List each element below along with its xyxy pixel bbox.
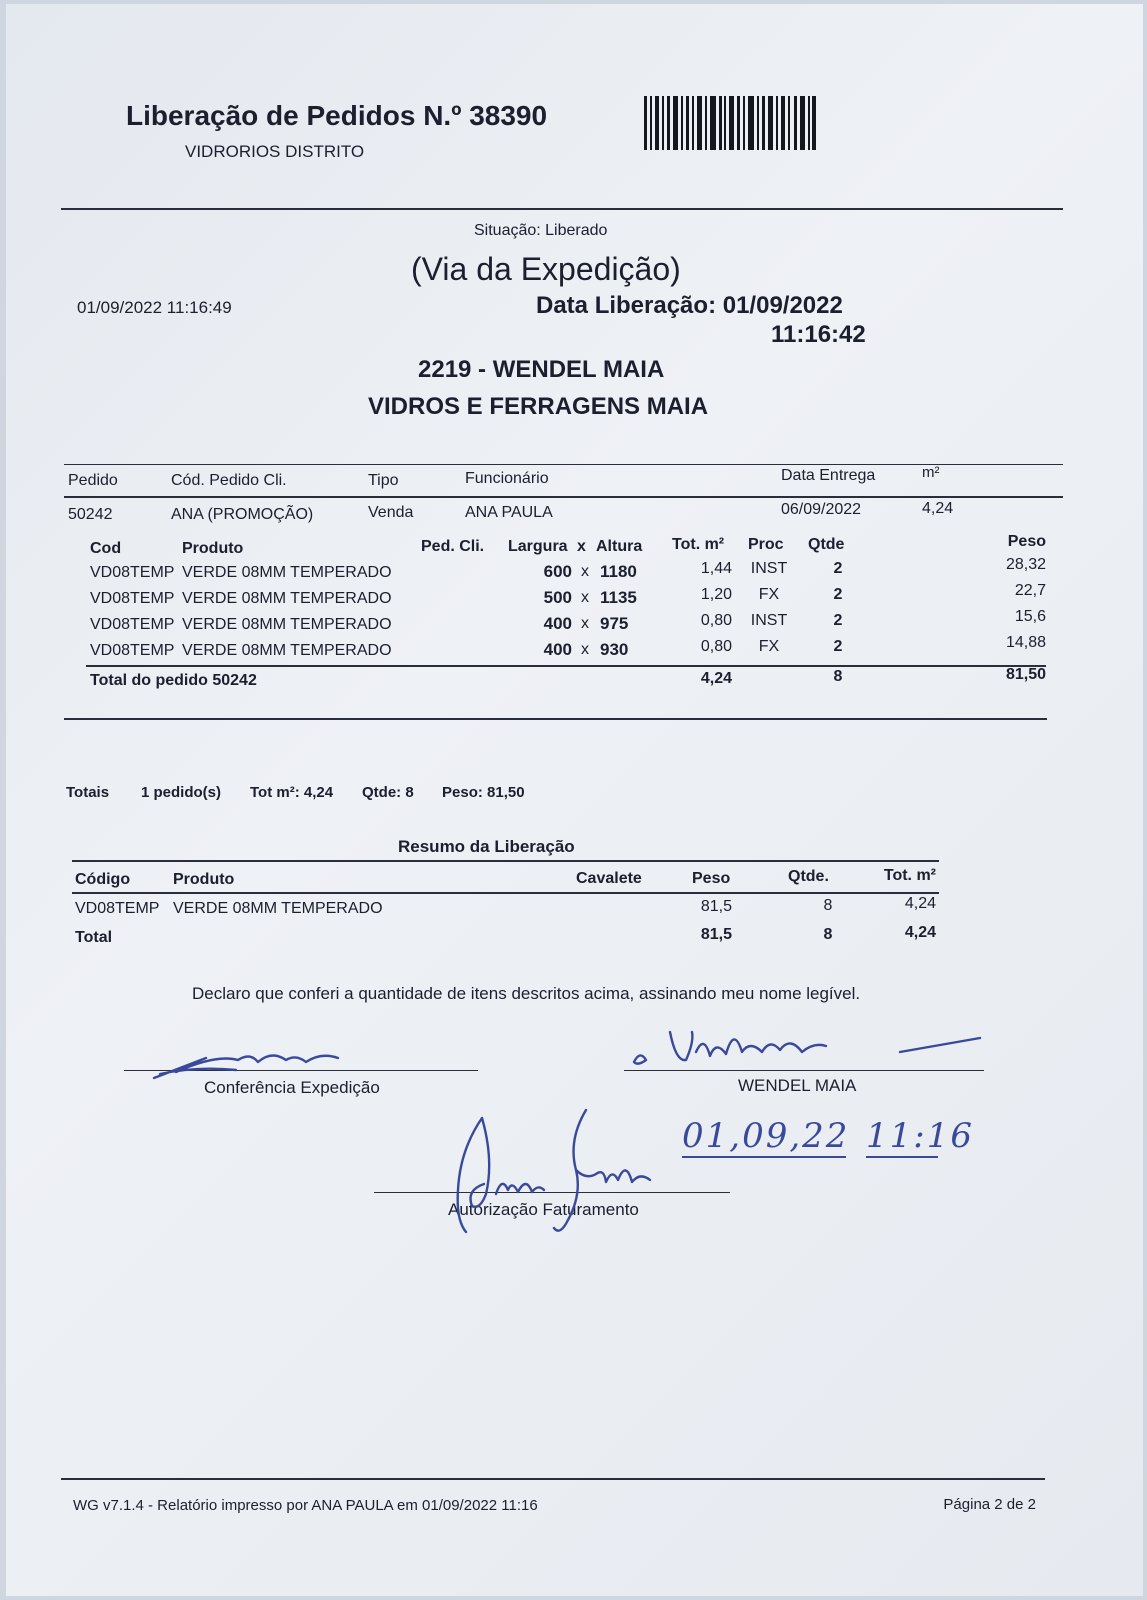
order-funcionario: ANA PAULA (465, 504, 553, 521)
order-total-label: Total do pedido 50242 (90, 672, 257, 689)
items-col-ped-cli: Ped. Cli. (421, 538, 485, 555)
col-cod-pedido-cli: Cód. Pedido Cli. (171, 472, 287, 489)
item-row-3-qtde: 2 (833, 612, 843, 629)
order-total-qtde: 8 (833, 668, 843, 685)
summary-col-produto: Produto (173, 871, 235, 888)
item-row-1-tot-m2: 1,44 (700, 560, 732, 577)
order-m2: 4,24 (922, 500, 954, 517)
order-pedido: 50242 (68, 506, 113, 523)
item-row-4-largura: 400 (543, 640, 572, 659)
order-data-entrega: 06/09/2022 (781, 501, 862, 518)
item-row-1-altura: 1180 (600, 562, 637, 581)
totals-qtde: Qtde: 8 (362, 784, 414, 801)
item-row-3-altura: 975 (600, 614, 629, 633)
barcode (644, 96, 816, 150)
document-page (6, 4, 1143, 1596)
summary-total-m2: 4,24 (904, 924, 936, 941)
item-row-3-tot-m2: 0,80 (700, 612, 732, 629)
items-col-x: x (577, 538, 586, 555)
item-row-3-cod: VD08TEMP (90, 616, 175, 633)
signature-autorizacao (436, 1110, 666, 1240)
declaration-text: Declaro que conferi a quantidade de itens descritos acima, assinando meu nome legível. (192, 984, 861, 1003)
item-row-2-x: x (581, 589, 589, 606)
item-row-2-cod: VD08TEMP (90, 590, 175, 607)
signature-label-conferencia: Conferência Expedição (204, 1078, 380, 1097)
items-total-line (86, 665, 1046, 667)
order-header-line (64, 496, 1063, 498)
item-row-1-produto: VERDE 08MM TEMPERADO (182, 564, 392, 581)
summary-row-tot-m2: 4,24 (904, 895, 936, 912)
item-row-3-peso: 15,6 (1014, 608, 1046, 625)
release-date: Data Liberação: 01/09/2022 (536, 292, 843, 319)
signature-cliente (630, 1022, 990, 1082)
item-row-4-altura: 930 (600, 640, 629, 659)
items-col-qtde: Qtde (808, 536, 845, 553)
item-row-4-qtde: 2 (833, 638, 843, 655)
summary-col-tot-m2: Tot. m² (883, 867, 936, 884)
order-total-m2: 4,24 (700, 670, 732, 687)
col-m2: m² (922, 464, 940, 481)
totals-label: Totais (66, 784, 110, 801)
summary-top-line (72, 860, 939, 862)
item-row-4-cod: VD08TEMP (90, 642, 175, 659)
order-tipo: Venda (368, 504, 414, 521)
summary-row-produto: VERDE 08MM TEMPERADO (173, 900, 383, 917)
handwritten-date-underline (682, 1156, 846, 1158)
summary-row-qtde: 8 (823, 897, 833, 914)
handwritten-date: 01,09,22 (682, 1116, 850, 1156)
item-row-1-peso: 28,32 (1005, 556, 1046, 573)
summary-total-peso: 81,5 (700, 926, 732, 943)
handwritten-time: 11:16 (866, 1116, 974, 1156)
item-row-4-proc: FX (758, 638, 780, 655)
summary-col-cavalete: Cavalete (576, 870, 642, 887)
release-time: 11:16:42 (771, 321, 866, 348)
col-funcionario: Funcionário (465, 470, 549, 487)
item-row-4-peso: 14,88 (1005, 634, 1046, 651)
item-row-1-proc: INST (750, 560, 788, 577)
item-row-1-largura: 600 (543, 562, 572, 581)
client-name: 2219 - WENDEL MAIA (418, 356, 665, 383)
summary-total-label: Total (75, 929, 113, 946)
item-row-2-altura: 1135 (600, 588, 637, 607)
totals-peso: Peso: 81,50 (442, 784, 525, 801)
summary-row-peso: 81,5 (700, 898, 732, 915)
item-row-2-largura: 500 (543, 588, 572, 607)
item-row-3-produto: VERDE 08MM TEMPERADO (182, 616, 392, 633)
item-row-3-largura: 400 (543, 614, 572, 633)
item-row-3-x: x (581, 615, 589, 632)
footer-print-info: WG v7.1.4 - Relatório impresso por ANA PAULA em 01/09/2022 11:16 (73, 1497, 538, 1514)
footer-page-number: Página 2 de 2 (943, 1496, 1036, 1513)
order-bottom-line (64, 718, 1047, 720)
status-label: Situação: Liberado (474, 222, 608, 239)
item-row-2-qtde: 2 (833, 586, 843, 603)
item-row-2-proc: FX (758, 586, 780, 603)
signature-label-cliente: WENDEL MAIA (738, 1076, 857, 1095)
summary-header-line (72, 892, 939, 894)
via-label: (Via da Expedição) (411, 251, 681, 287)
items-col-peso: Peso (1007, 533, 1046, 550)
footer-divider (61, 1478, 1045, 1480)
summary-col-peso: Peso (692, 870, 731, 887)
order-top-line (64, 464, 1063, 465)
summary-col-qtde: Qtde. (788, 868, 829, 885)
item-row-2-produto: VERDE 08MM TEMPERADO (182, 590, 392, 607)
printed-datetime: 01/09/2022 11:16:49 (77, 298, 232, 317)
summary-total-qtde: 8 (823, 926, 833, 943)
items-col-largura: Largura (508, 538, 568, 555)
client-company: VIDROS E FERRAGENS MAIA (368, 393, 709, 420)
item-row-3-proc: INST (750, 612, 788, 629)
order-cod-pedido-cli: ANA (PROMOÇÃO) (171, 506, 314, 523)
col-tipo: Tipo (368, 472, 399, 489)
totals-m2: Tot m²: 4,24 (250, 784, 334, 801)
summary-row-codigo: VD08TEMP (75, 900, 160, 917)
company-name: VIDRORIOS DISTRITO (185, 142, 365, 161)
items-col-proc: Proc (748, 536, 784, 553)
item-row-4-produto: VERDE 08MM TEMPERADO (182, 642, 392, 659)
items-col-cod: Cod (90, 540, 122, 557)
item-row-4-tot-m2: 0,80 (700, 638, 732, 655)
items-col-altura: Altura (596, 538, 643, 555)
item-row-1-x: x (581, 563, 589, 580)
handwritten-time-underline (866, 1156, 938, 1158)
item-row-1-qtde: 2 (833, 560, 843, 577)
col-pedido: Pedido (68, 472, 118, 489)
order-total-peso: 81,50 (1005, 666, 1046, 683)
item-row-2-tot-m2: 1,20 (700, 586, 732, 603)
item-row-1-cod: VD08TEMP (90, 564, 175, 581)
totals-pedidos: 1 pedido(s) (141, 784, 222, 801)
signature-conferencia (146, 1044, 356, 1084)
item-row-2-peso: 22,7 (1014, 582, 1046, 599)
items-col-produto: Produto (182, 540, 244, 557)
document-title: Liberação de Pedidos N.º 38390 (126, 100, 548, 131)
signature-label-autorizacao: Autorização Faturamento (448, 1200, 639, 1219)
item-row-4-x: x (581, 641, 589, 658)
col-data-entrega: Data Entrega (781, 467, 876, 484)
header-divider (61, 208, 1063, 210)
items-col-tot-m2: Tot. m² (672, 536, 725, 553)
summary-title: Resumo da Liberação (398, 837, 575, 856)
summary-col-codigo: Código (75, 871, 131, 888)
